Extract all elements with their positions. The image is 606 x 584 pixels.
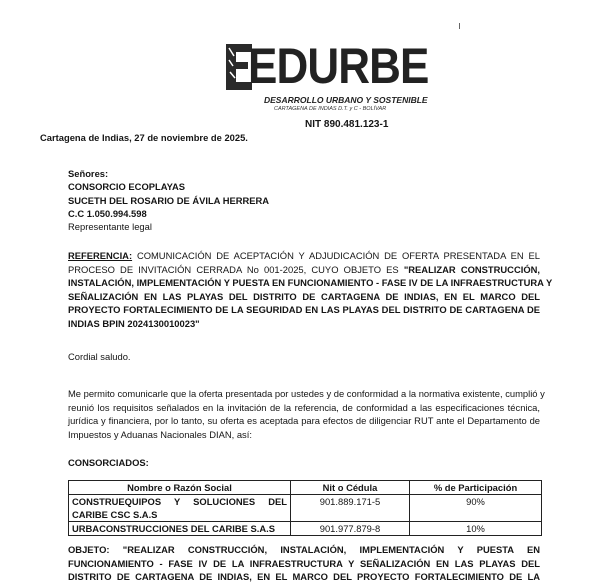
reference-line: INDIAS BPIN 2024130010023" <box>68 317 200 329</box>
table-row <box>69 522 542 536</box>
objeto-line: FUNCIONAMIENTO - FASE IV DE LA INFRAESTRUCTURA Y SEÑALIZACIÓN EN LAS PLAYAS DEL <box>68 557 540 569</box>
table-header: Nit o Cédula <box>291 481 410 495</box>
recipient-line: CONSORCIO ECOPLAYAS <box>68 181 186 193</box>
logo-tagline: DESARROLLO URBANO Y SOSTENIBLE <box>264 95 428 105</box>
recipient-line: C.C 1.050.994.598 <box>68 207 147 219</box>
table-cell-nit: 901.977.879-8 <box>291 522 410 536</box>
reference-line: SEÑALIZACIÓN EN LAS PLAYAS DEL DISTRITO DE CARTAGENA DE INDIAS, EN EL MARCO DEL <box>68 290 540 302</box>
table-cell-pct: 10% <box>410 522 542 536</box>
table-cell-name: CONSTRUEQUIPOS Y SOLUCIONES DEL CARIBE CSC S.A.S <box>69 495 291 522</box>
greeting: Cordial saludo. <box>68 351 131 362</box>
table-header: Nombre o Razón Social <box>69 481 291 495</box>
logo-subtitle: CARTAGENA DE INDIAS D.T. y C - BOLÍVAR <box>274 106 387 112</box>
table-header: % de Participación <box>410 481 542 495</box>
table-header-row <box>69 481 542 495</box>
scan-mark <box>459 23 460 29</box>
consorciados-label: CONSORCIADOS: <box>68 457 149 468</box>
body-line: Me permito comunicarle que la oferta presentada por ustedes y de conformidad a la normativa existente, cumplió y <box>68 388 545 399</box>
body-line: jurídica y financiera, por lo tanto, su oferta es aceptada para efectos de diligenciar RUT ante el Departamento de <box>68 415 540 427</box>
addressee-block <box>68 167 269 233</box>
body-line: reunió los requisitos señalados en la invitación de la referencia, de conformidad a las especificaciones técnica, <box>68 401 540 413</box>
body-line: Impuestos y Aduanas Nacionales DIAN, así: <box>68 428 252 440</box>
reference-label: REFERENCIA: <box>68 250 133 261</box>
logo-wordmark: EDURBE <box>248 38 429 94</box>
objeto-line: DISTRITO DE CARTAGENA DE INDIAS, EN EL MARCO DEL PROYECTO FORTALECIMIENTO DE LA <box>68 571 540 583</box>
table-row <box>69 495 542 522</box>
salutation: Señores: <box>68 168 109 179</box>
reference-line: REFERENCIA: COMUNICACIÓN DE ACEPTACIÓN Y ADJUDICACIÓN DE OFERTA PRESENTADA EN EL <box>68 250 540 261</box>
reference-line: PROCESO DE INVITACIÓN CERRADA No 001-2025, CUYO OBJETO ES "REALIZAR CONSTRUCCIÓN, <box>68 263 540 275</box>
table-cell-nit: 901.889.171-5 <box>291 495 410 522</box>
edurbe-logo <box>224 38 429 120</box>
recipient-line: SUCETH DEL ROSARIO DE ÁVILA HERRERA <box>68 194 270 206</box>
table-cell-name: URBACONSTRUCCIONES DEL CARIBE S.A.S <box>69 522 291 536</box>
objeto-block <box>68 543 540 584</box>
recipient-line: Representante legal <box>68 221 152 233</box>
letterhead-nit: NIT 890.481.123-1 <box>305 119 389 130</box>
table-cell-pct: 90% <box>410 495 542 522</box>
city-date: Cartagena de Indias, 27 de noviembre de 2025. <box>40 132 248 143</box>
reference-line: INSTALACIÓN, IMPLEMENTACIÓN Y PUESTA EN FUNCIONAMIENTO - FASE IV DE LA INFRAESTRUCTURA Y <box>68 277 553 289</box>
objeto-line: OBJETO: "REALIZAR CONSTRUCCIÓN, INSTALACIÓN, IMPLEMENTACIÓN Y PUESTA EN <box>68 544 540 555</box>
body-paragraph <box>68 387 545 441</box>
reference-block <box>68 249 553 331</box>
participation-table <box>68 480 542 536</box>
reference-line: PROYECTO FORTALECIMIENTO DE LA SEGURIDAD EN LAS PLAYAS DEL DISTRITO DE CARTAGENA DE <box>68 304 540 316</box>
